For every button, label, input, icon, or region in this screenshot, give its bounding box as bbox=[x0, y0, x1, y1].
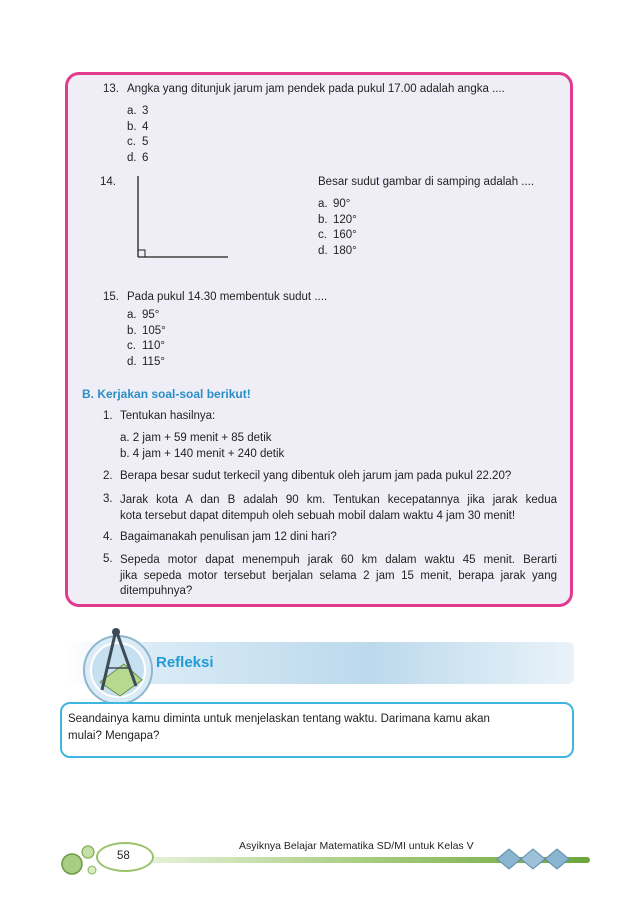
q13-option bbox=[127, 121, 148, 133]
b-q2-number: 2. bbox=[103, 470, 113, 482]
b-q1-a: a. 2 jam + 59 menit + 85 detik bbox=[120, 432, 272, 444]
q15-number: 15. bbox=[103, 291, 119, 303]
option-letter: b. bbox=[127, 324, 137, 337]
option-text: 90° bbox=[333, 198, 351, 210]
q14-option bbox=[318, 198, 350, 210]
b-q1-number: 1. bbox=[103, 410, 113, 422]
refleksi-line2: mulai? Mengapa? bbox=[68, 730, 160, 742]
option-letter: c. bbox=[127, 136, 136, 148]
b-q3-number: 3. bbox=[103, 493, 113, 505]
option-text: 105° bbox=[142, 324, 166, 337]
option-text: 120° bbox=[333, 213, 357, 226]
right-angle-marker bbox=[138, 250, 145, 257]
q14-number: 14. bbox=[100, 176, 116, 188]
b-q3-line2: kota tersebut dapat ditempuh oleh sebuah mobil dalam waktu 4 jam 30 menit! bbox=[120, 509, 516, 522]
b-q1-text: Tentukan hasilnya: bbox=[120, 410, 216, 422]
book-title: Asyiknya Belajar Matematika SD/MI untuk Kelas V bbox=[239, 840, 474, 852]
q13-text: Angka yang ditunjuk jarum jam pendek pada pukul 17.00 adalah angka .... bbox=[127, 83, 505, 95]
bubbles-decoration-icon bbox=[58, 840, 102, 880]
option-letter: d. bbox=[127, 355, 137, 368]
b-q3-line1: Jarak kota A dan B adalah 90 km. Tentukan kecepatannya jika jarak kedua bbox=[120, 494, 557, 506]
b-q5-text bbox=[120, 553, 557, 601]
b-q5-number: 5. bbox=[103, 553, 113, 565]
option-letter: a. bbox=[318, 198, 328, 210]
q13-option bbox=[127, 136, 148, 148]
option-letter: b. bbox=[318, 213, 328, 226]
q14-text: Besar sudut gambar di samping adalah .... bbox=[318, 176, 535, 188]
option-text: 115° bbox=[142, 355, 165, 368]
option-text: 160° bbox=[333, 229, 357, 241]
q15-option bbox=[127, 356, 165, 368]
q13-option bbox=[127, 105, 148, 117]
compass-icon bbox=[76, 624, 158, 708]
q15-text: Pada pukul 14.30 membentuk sudut .... bbox=[127, 291, 328, 303]
option-letter: a. bbox=[127, 309, 137, 321]
b-q5-line3: ditempuhnya? bbox=[120, 585, 193, 597]
q14-option bbox=[318, 214, 357, 226]
q14-option bbox=[318, 229, 357, 241]
b-q5-line2: jika sepeda motor tersebut berjalan selama 2 jam 15 menit, berapa jarak yang bbox=[120, 569, 557, 582]
option-text: 180° bbox=[333, 244, 357, 257]
q15-option bbox=[127, 325, 166, 337]
option-text: 110° bbox=[142, 340, 165, 352]
right-angle-figure bbox=[130, 170, 240, 262]
option-letter: c. bbox=[318, 229, 327, 241]
refleksi-line1: Seandainya kamu diminta untuk menjelaskan tentang waktu. Darimana kamu akan bbox=[68, 713, 490, 725]
b-q2-text: Berapa besar sudut terkecil yang dibentuk oleh jarum jam pada pukul 22.20? bbox=[120, 470, 512, 482]
q13-number: 13. bbox=[103, 83, 119, 95]
b-q3-text bbox=[120, 493, 557, 525]
refleksi-title: Refleksi bbox=[156, 654, 214, 671]
q15-option bbox=[127, 309, 159, 321]
page-number: 58 bbox=[117, 850, 130, 862]
option-letter: d. bbox=[318, 244, 328, 257]
q14-option bbox=[318, 245, 357, 257]
b-q5-line1: Sepeda motor dapat menempuh jarak 60 km dalam waktu 45 menit. Berarti bbox=[120, 554, 557, 566]
diamond-decoration-icon bbox=[496, 847, 578, 871]
b-q1-b: b. 4 jam + 140 menit + 240 detik bbox=[120, 448, 285, 460]
option-letter: c. bbox=[127, 340, 136, 352]
option-text: 5 bbox=[142, 136, 149, 148]
q15-option bbox=[127, 340, 165, 352]
q13-option bbox=[127, 152, 148, 164]
option-text: 6 bbox=[142, 151, 149, 164]
option-text: 4 bbox=[142, 120, 149, 133]
option-letter: a. bbox=[127, 105, 137, 117]
section-b-heading: B. Kerjakan soal-soal berikut! bbox=[82, 387, 251, 401]
option-text: 3 bbox=[142, 105, 149, 117]
option-letter: d. bbox=[127, 151, 137, 164]
option-letter: b. bbox=[127, 120, 137, 133]
b-q4-number: 4. bbox=[103, 531, 113, 543]
option-text: 95° bbox=[142, 309, 160, 321]
b-q4-text: Bagaimanakah penulisan jam 12 dini hari? bbox=[120, 531, 337, 543]
